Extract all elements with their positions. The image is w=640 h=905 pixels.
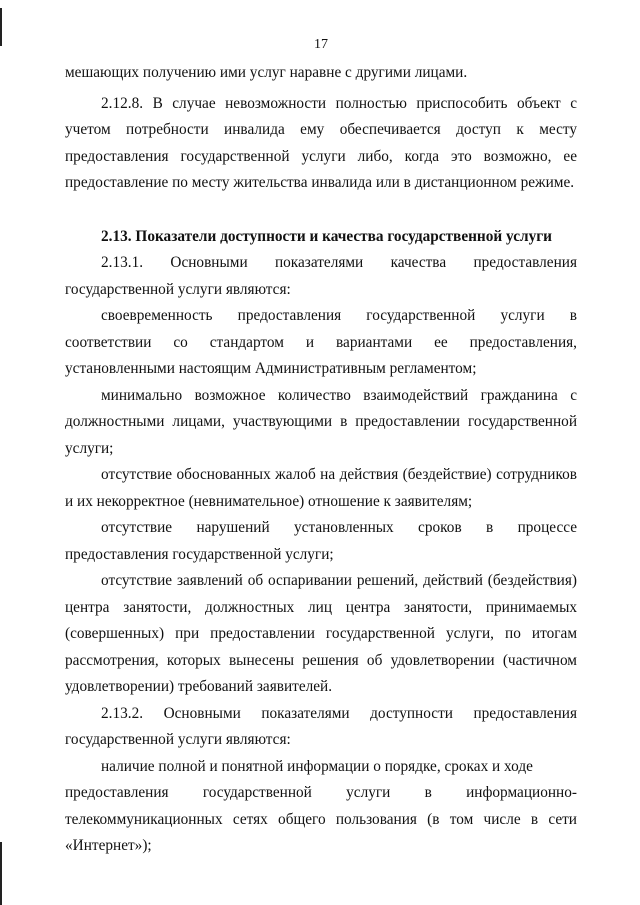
word: предоставления — [473, 254, 577, 271]
paragraph-no-complaints: отсутствие обоснованных жалоб на действия (бездействие) сотрудников и их некорректное (невнимательное) отношение к заявителям; — [65, 466, 577, 510]
scan-edge-mark-top — [0, 8, 2, 46]
paragraph-2-13-2-first-line — [65, 701, 577, 728]
word: качества — [390, 254, 447, 271]
word: услуги — [346, 784, 391, 801]
paragraph-2-13-1-first-line — [65, 250, 577, 277]
word: предоставления — [473, 704, 577, 722]
paragraph-timeliness: своевременность предоставления государственной услуги в соответствии со стандартом и вариантами ее предоставления, установленными настоящим Административным регламентом; — [65, 307, 577, 377]
info-line-text — [101, 754, 577, 781]
word: в — [424, 784, 432, 801]
page-content — [65, 60, 577, 860]
word: Основными — [163, 704, 241, 722]
paragraph-info-first-line — [65, 754, 577, 781]
paragraph-min-interactions: минимально возможное количество взаимодействий гражданина с должностными лицами, участвующими в предоставлении государственной услуги; — [65, 386, 577, 457]
word: доступности — [370, 704, 453, 722]
word: показателями — [261, 704, 350, 722]
paragraph-no-appeals: отсутствие заявлений об оспаривании решений, действий (бездействия) центра занятости, должностных лиц центра занятости, принимаемых (совершенных) при предоставлении государственной услуги, по итогам рассмотрения, которых вынесены решения об удовлетворении (частичном удовлетворении) требований заявителей. — [65, 572, 577, 695]
word: показателями — [274, 254, 364, 271]
word: Основными — [170, 254, 248, 271]
paragraph-2-12-8: 2.12.8. В случае невозможности полностью приспособить объект с учетом потребности инвалида ему обеспечивается доступ к месту предоставления государственной услуги либо, когда это возможно, ее предоставление по месту жительства инвалида или в дистанционном режиме. — [65, 94, 577, 191]
paragraph-info-second-line — [65, 780, 577, 807]
paragraph-2-13-1-rest: государственной услуги являются: — [65, 280, 291, 298]
page-number: 17 — [314, 37, 328, 52]
word: предоставления — [65, 784, 169, 801]
scan-edge-mark-bottom — [0, 842, 2, 905]
section-heading-2-13: 2.13. Показатели доступности и качества государственной услуги — [101, 227, 552, 245]
paragraph-2-13-2-rest: государственной услуги являются: — [65, 731, 291, 748]
word: 2.13.2. — [101, 704, 144, 722]
paragraph-info-rest: телекоммуникационных сетях общего пользования (в том числе в сети «Интернет»); — [65, 810, 577, 854]
line-text: наличие полной и понятной информации о порядке, сроках и ходе — [101, 757, 533, 775]
word: информационно- — [466, 784, 577, 801]
paragraph-no-deadline-violations: отсутствие нарушений установленных сроков в процессе предоставления государственной услуги; — [65, 519, 577, 563]
paragraph-continuation: мешающих получению ими услуг наравне с другими лицами. — [65, 64, 468, 81]
word: государственной — [202, 784, 312, 801]
word: 2.13.1. — [101, 254, 144, 271]
